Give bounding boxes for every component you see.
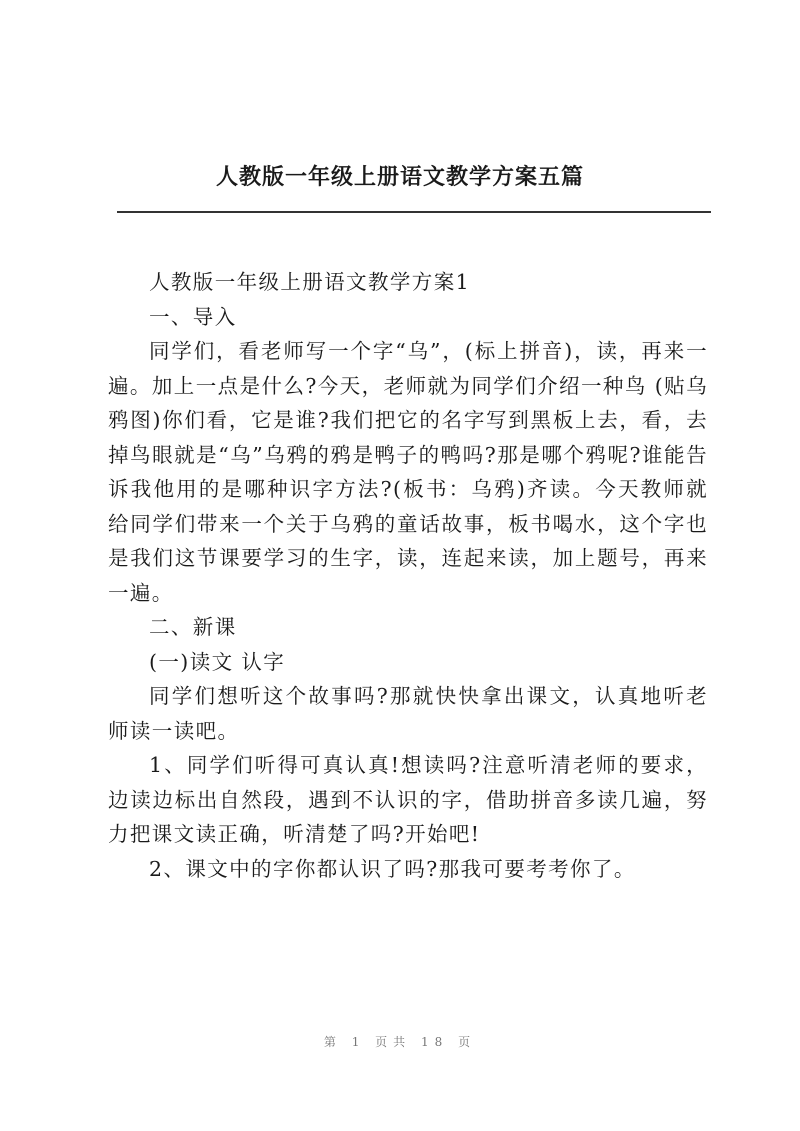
paragraph: 同学们，看老师写一个字“乌”，(标上拼音)，读，再来一遍。加上一点是什么?今天，老师就为同学们介绍一种鸟 (贴乌鸦图)你们看，它是谁?我们把它的名字写到黑板上去，看，去掉鸟眼就是“乌”乌鸦的鸦是鸭子的鸭吗?那是哪个鸦呢?谁能告诉我他用的是哪种识字方法?(板书：乌鸦)齐读。今天教师就给同学们带来一个关于乌鸦的童话故事，板书喝水，这个字也是我们这节课要学习的生字，读，连起来读，加上题号，再来一遍。 — [108, 339, 708, 605]
section-heading: 一、导入 — [149, 304, 237, 329]
document-title: 人教版一年级上册语文教学方案五篇 — [215, 164, 584, 190]
document-body — [108, 265, 708, 886]
section-heading: 二、新课 — [149, 615, 237, 639]
section-heading: 人教版一年级上册语文教学方案1 — [149, 270, 471, 294]
title-divider — [117, 211, 711, 213]
page-footer: 第 1 页共 18 页 — [323, 1035, 477, 1049]
paragraph: 1、同学们听得可真认真!想读吗?注意听清老师的要求，边读边标出自然段，遇到不认识的字，借助拼音多读几遍，努力把课文读正确，听清楚了吗?开始吧! — [108, 753, 708, 846]
subsection-heading: (一)读文 认字 — [149, 649, 286, 674]
paragraph: 同学们想听这个故事吗?那就快快拿出课文，认真地听老师读一读吧。 — [108, 684, 708, 743]
paragraph: 2、课文中的字你都认识了吗?那我可要考考你了。 — [149, 856, 636, 881]
